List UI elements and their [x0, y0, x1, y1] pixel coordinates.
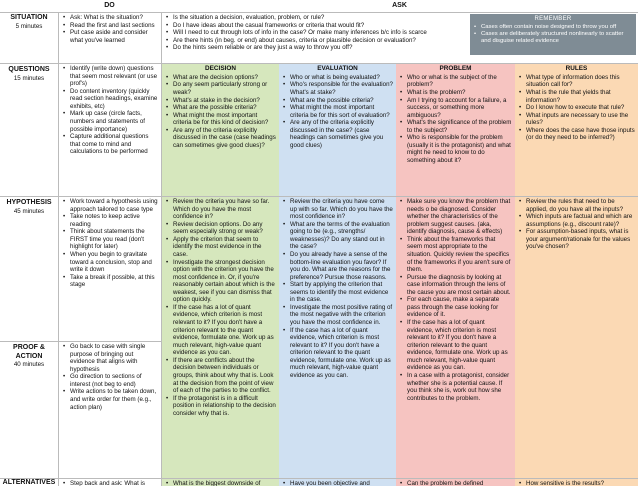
column-title-evaluation: EVALUATION	[317, 65, 358, 72]
hypothesis-rules-cell	[515, 197, 638, 478]
alternatives-problem-cell	[396, 479, 515, 486]
row-title: HYPOTHESIS	[6, 199, 52, 206]
bullet-list	[62, 198, 158, 289]
row-label-proof	[0, 344, 58, 369]
remember-title: REMEMBER	[534, 16, 572, 22]
bullet-list	[165, 480, 276, 486]
bullet-list	[282, 198, 393, 380]
bullet-item: • Take a break if possible, at this stage	[62, 274, 158, 289]
bullet-item: • If the case has a lot of quant evidence, which criterion is most relevant to it? If you don't have a criterion relevant to the quant evidence, formulate one. Work up as much relevant, high-value quant evidence as you can.	[282, 327, 393, 380]
row-title: PROOF &	[13, 344, 45, 351]
row-minutes: 45 minutes	[13, 207, 45, 215]
bullet-item: • How sensitive is the results?	[518, 480, 635, 486]
bullet-item: • What is the problem?	[399, 89, 512, 97]
bullet-item: • If the protagonist is in a difficult position in relationship to the decision consider why that is.	[165, 395, 276, 418]
row-title: ALTERNATIVES	[2, 479, 56, 486]
bullet-item: • What inputs are necessary to use the rules?	[518, 112, 635, 127]
bullet-list	[165, 14, 465, 52]
bullet-item: • What's at stake in the decision?	[165, 97, 276, 105]
bullet-item: • For assumption-based inputs, what is your argument/rationale for the values you've chosen?	[518, 228, 635, 251]
bullet-item: • Ask: What is the situation?	[62, 14, 158, 22]
row-title: SITUATION	[10, 14, 48, 21]
bullet-item: • Go direction to sections of interest (not beg to end)	[62, 373, 158, 388]
row-label-hypothesis	[0, 199, 58, 215]
row-label-situation	[0, 14, 58, 30]
bullet-item: • Review the criteria you have so far. Which do you have the most confidence in?	[165, 198, 276, 221]
hypothesis-do-cell	[59, 197, 161, 341]
bullet-item: • Take notes to keep active reading	[62, 213, 158, 228]
alternatives-do-cell	[59, 479, 161, 486]
bullet-item: • What are the decision options?	[165, 74, 276, 82]
bullet-item: • If the case has a lot of quant evidence, which criterion is most relevant to it? If you don't have a criterion relevant to the quant evidence, formulate one. Work up as much relevant, high-value quant evidence as you can.	[165, 304, 276, 357]
bullet-item: • What is the biggest downside of	[165, 480, 276, 486]
bullet-item: • Investigate the most positive rating of the most negative with the criterion you have the most confidence in.	[282, 304, 393, 327]
bullet-item: • Which inputs are factual and which are assumptions (e.g., discount rate)?	[518, 213, 635, 228]
bullet-item: • Can the problem be defined	[399, 480, 512, 486]
bullet-item: • Mark up case (circle facts, numbers and statements of possible importance)	[62, 110, 158, 133]
bullet-list	[165, 198, 276, 417]
bullet-item: • What type of information does this situation call for?	[518, 74, 635, 89]
bullet-item: • In a case with a protagonist, consider whether she is a potential cause. If you think she is, work out how she contributes to the problem.	[399, 372, 512, 402]
bullet-item: • What's the significance of the problem to the subject?	[399, 119, 512, 134]
bullet-item: • Write actions to be taken down, and write order for them (e.g., action plan)	[62, 388, 158, 411]
bullet-list	[518, 480, 635, 486]
column-title-rules: RULES	[565, 65, 588, 72]
row-minutes: 40 minutes	[13, 361, 45, 369]
bullet-list	[399, 198, 512, 402]
questions-evaluation-cell	[279, 64, 396, 196]
bullet-item: • Who's responsible for the evaluation? What's at stake?	[282, 81, 393, 96]
bullet-item: • If the case has a lot of quant evidence, which criterion is most relevant to it? If you don't have a criterion relevant to the quant evidence, formulate one. Work up as much relevant, high-value quant evidence as you can.	[399, 319, 512, 372]
bullet-item: • Who or what is the subject of the problem?	[399, 74, 512, 89]
row-minutes: 15 minutes	[13, 74, 45, 82]
bullet-item: • Who is responsible for the problem (usually it is the protagonist) and what might he need to know to do something about it?	[399, 134, 512, 164]
remember-box	[470, 14, 636, 55]
bullet-item: • Cases are deliberately structured nonlinearly to scatter and disguise related evidence	[474, 31, 632, 45]
bullet-item: • What is the rule that yields that information?	[518, 89, 635, 104]
situation-do-cell	[59, 13, 161, 63]
bullet-list	[282, 480, 393, 486]
bullet-item: • Will I need to cut through lots of info in the case? Or make many inferences b/c info is scarce	[165, 29, 465, 37]
bullet-item: • Think about statements the FIRST time you read (don't highlight for later)	[62, 228, 158, 251]
bullet-item: • Cases often contain noise designed to throw you off	[474, 24, 632, 31]
row-title-2: ACTION	[15, 352, 43, 360]
proof-do-cell	[59, 342, 161, 478]
bullet-item: • Is the situation a decision, evaluation, problem, or rule?	[165, 14, 465, 22]
bullet-item: • Make sure you know the problem that needs o be diagnosed. Consider whether the characteristics of the problem suggest causes. (aka, identify diagnosis, cause & effects)	[399, 198, 512, 236]
bullet-item: • Investigate the strongest decision option with the criterion you have the most confidence in. Or, if you're reasonably certain about which is the weakest, see if you can dismiss that option quickly.	[165, 259, 276, 304]
bullet-item: • Review decision options. Do any seem especially strong or weak?	[165, 221, 276, 236]
bullet-item: • Identify (write down) questions that seem most relevant (or use prof's)	[62, 65, 158, 88]
bullet-item: • Review the rules that need to be applied, do you have all the inputs?	[518, 198, 635, 213]
bullet-list	[399, 74, 512, 165]
bullet-item: • Capture additional questions that come to mind and calculations to be performed	[62, 133, 158, 156]
bullet-list	[62, 480, 158, 486]
hypothesis-evaluation-cell	[279, 197, 396, 478]
bullet-item: • Have you been objective and	[282, 480, 393, 486]
alternatives-decision-cell	[162, 479, 279, 486]
bullet-item: • Do any seem particularly strong or weak?	[165, 81, 276, 96]
bullet-item: • What might the most important criteria be for this kind of decision?	[165, 112, 276, 127]
bullet-list	[474, 24, 632, 44]
bullet-item: • Go back to case with single purpose of bringing out evidence that aligns with hypothesis	[62, 343, 158, 373]
bullet-item: • Where does the case have those inputs (or do they need to be inferred?)	[518, 127, 635, 142]
bullet-item: • Do I know how to execute that rule?	[518, 104, 635, 112]
questions-problem-cell	[396, 64, 515, 196]
do-header: DO	[104, 2, 115, 9]
bullet-list	[62, 14, 158, 44]
alternatives-rules-cell	[515, 479, 638, 486]
bullet-item: • When you begin to gravitate toward a conclusion, stop and write it down	[62, 251, 158, 274]
bullet-item: • What are the possible criteria?	[282, 97, 393, 105]
bullet-item: • Review the criteria you have come up with so far. Which do you have the most confidence in?	[282, 198, 393, 221]
bullet-item: • Are any of the criteria explicitly discussed in the case? (case headings can sometimes give you good clues)	[282, 119, 393, 149]
bullet-list	[62, 65, 158, 156]
bullet-item: • If there are conflicts about the decision between individuals or groups, think about why that is. Look at the decision from the point of view of each of the parties to the conflict.	[165, 357, 276, 395]
bullet-list	[282, 74, 393, 150]
questions-do-cell	[59, 64, 161, 196]
row-label-questions	[0, 66, 58, 82]
column-title-problem: PROBLEM	[439, 65, 472, 72]
row-title: QUESTIONS	[8, 66, 50, 73]
bullet-item: • Do the hints seem reliable or are they just a way to throw you off?	[165, 44, 465, 52]
bullet-item: • Pursue the diagnosis by looking at case information through the lens of the cause you are most certain about.	[399, 274, 512, 297]
bullet-list	[62, 343, 158, 411]
questions-decision-cell	[162, 64, 279, 196]
bullet-item: • What are the terms of the evaluation going to be (e.g., strengths/ weaknesses)? Do any stand out in the case?	[282, 221, 393, 251]
hypothesis-problem-cell	[396, 197, 515, 478]
bullet-list	[518, 198, 635, 251]
questions-rules-cell	[515, 64, 638, 196]
alternatives-evaluation-cell	[279, 479, 396, 486]
row-minutes: 5 minutes	[15, 22, 43, 30]
bullet-item: • Who or what is being evaluated?	[282, 74, 393, 82]
bullet-item: • What are the possible criteria?	[165, 104, 276, 112]
bullet-item: • Apply the criterion that seem to identify the most evidence in the case.	[165, 236, 276, 259]
bullet-item: • Are there hints (in beg. or end) about causes, criteria or plausible decision or evaluation?	[165, 37, 465, 45]
bullet-item: • Do you already have a sense of the bottom-line evaluation you favor? If you do. What are the reasons for the preference? Pursue those reasons.	[282, 251, 393, 281]
bullet-list	[518, 74, 635, 142]
bullet-item: • Do content inventory (quickly read section headings, examine exhibits, etc)	[62, 88, 158, 111]
bullet-list	[165, 74, 276, 150]
bullet-item: • What might the most important criteria be for this sort of evaluation?	[282, 104, 393, 119]
bullet-item: • Are any of the criteria explicitly discussed in the case (case headings can sometimes give good clues)?	[165, 127, 276, 150]
bullet-list	[399, 480, 512, 486]
bullet-item: • Do I have ideas about the casual frameworks or criteria that would fit?	[165, 22, 465, 30]
bullet-item: • Step back and ask: What is	[62, 480, 158, 486]
bullet-item: • Am I trying to account for a failure, a success, or something more ambiguous?	[399, 97, 512, 120]
bullet-item: • Put case aside and consider what you've learned	[62, 29, 158, 44]
situation-ask-cell	[162, 13, 468, 63]
bullet-item: • Work toward a hypothesis using approach tailored to case type	[62, 198, 158, 213]
bullet-item: • For each cause, make a separate pass through the case looking for evidence of it.	[399, 296, 512, 319]
row-label-alternatives	[0, 479, 58, 486]
ask-header: ASK	[392, 2, 407, 9]
hypothesis-decision-cell	[162, 197, 279, 478]
bullet-item: • Start by applying the criterion that seems to identify the most evidence in the case.	[282, 281, 393, 304]
column-title-decision: DECISION	[205, 65, 236, 72]
bullet-item: • Read the first and last sections	[62, 22, 158, 30]
bullet-item: • Think about the frameworks that seem most appropriate to the situation. Quickly review the specifics of the frameworks if you aren't sure of them.	[399, 236, 512, 274]
